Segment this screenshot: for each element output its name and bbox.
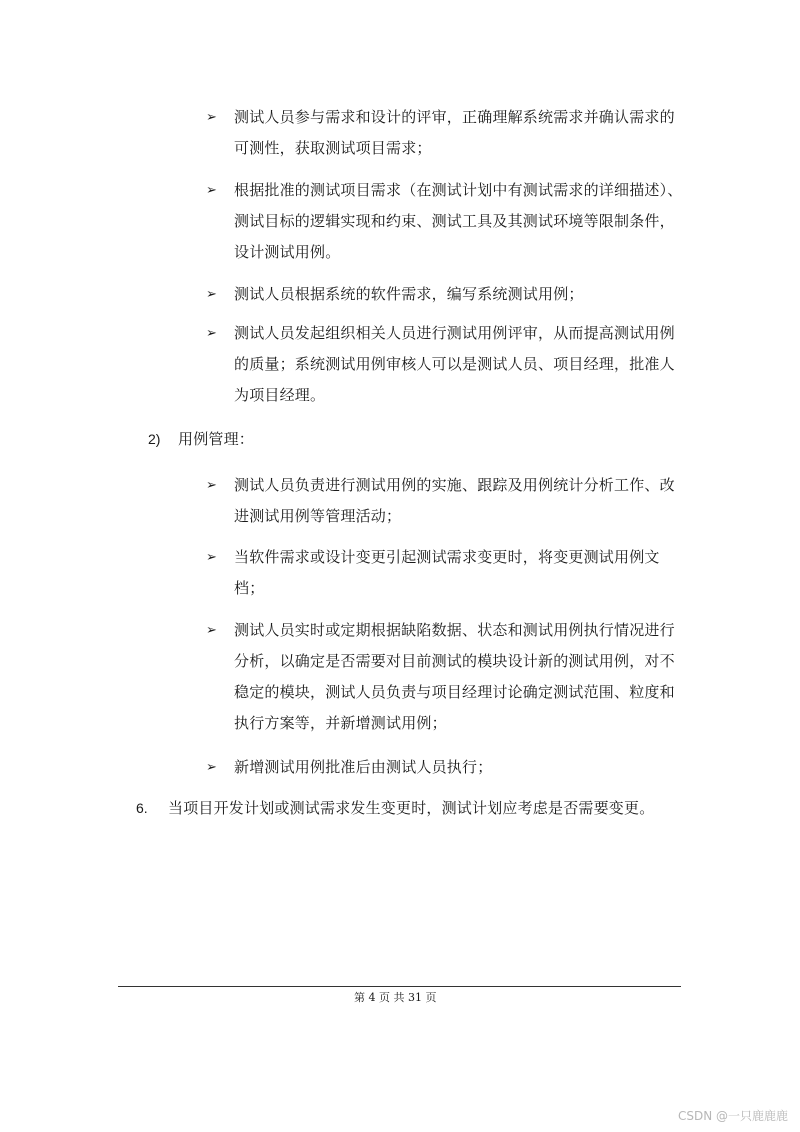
arrow-bullet-icon: ➢ [206,550,217,565]
arrow-bullet-icon: ➢ [206,110,217,125]
page-number-footer: 第 4 页 共 31 页 [354,991,437,1004]
bullet-item [206,175,686,268]
bullet-item [206,470,686,532]
item-number: 6. [136,800,148,816]
bullet-item [206,102,686,164]
watermark: CSDN @一只鹿鹿鹿 [677,1109,788,1123]
item-text: 当项目开发计划或测试需求发生变更时，测试计划应考虑是否需要变更。 [168,799,655,817]
arrow-bullet-icon: ➢ [206,623,217,638]
bullet-item [206,318,686,411]
bullet-text: 当软件需求或设计变更引起测试需求变更时，将变更测试用例文档； [234,548,660,597]
bullet-text: 测试人员发起组织相关人员进行测试用例评审，从而提高测试用例的质量；系统测试用例审核人可以是测试人员、项目经理，批准人为项目经理。 [234,324,675,404]
sub-item-heading: 用例管理： [178,430,255,448]
bullet-item [206,752,686,783]
arrow-bullet-icon: ➢ [206,326,217,341]
bullet-item [206,615,686,739]
arrow-bullet-icon: ➢ [206,760,217,775]
arrow-bullet-icon: ➢ [206,183,217,198]
bullet-text: 测试人员根据系统的软件需求，编写系统测试用例； [234,285,584,303]
bullet-item [206,542,686,604]
bullet-item [206,279,686,310]
footer-divider [118,986,681,987]
bullet-text: 测试人员参与需求和设计的评审，正确理解系统需求并确认需求的可测性，获取测试项目需求； [234,108,675,157]
arrow-bullet-icon: ➢ [206,287,217,302]
arrow-bullet-icon: ➢ [206,478,217,493]
bullet-text: 测试人员负责进行测试用例的实施、跟踪及用例统计分析工作、改进测试用例等管理活动； [234,476,675,525]
bullet-text: 根据批准的测试项目需求（在测试计划中有测试需求的详细描述）、测试目标的逻辑实现和约束、测试工具及其测试环境等限制条件，设计测试用例。 [234,181,683,261]
sub-item-number: 2) [148,431,161,447]
bullet-text: 新增测试用例批准后由测试人员执行； [234,758,493,776]
bullet-text: 测试人员实时或定期根据缺陷数据、状态和测试用例执行情况进行分析，以确定是否需要对目前测试的模块设计新的测试用例，对不稳定的模块，测试人员负责与项目经理讨论确定测试范围、粒度和执行方案等，并新增测试用例； [234,621,675,732]
